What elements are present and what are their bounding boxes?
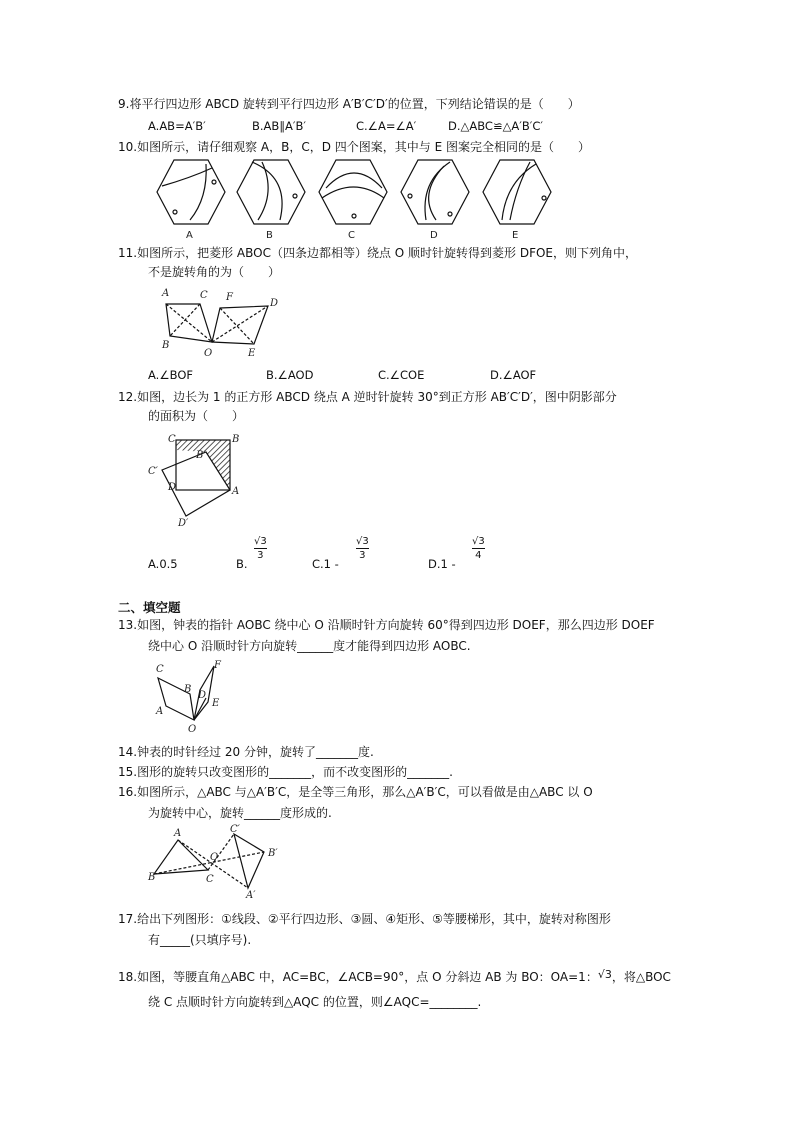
- q18-line-2: 绕 C 点顺时针方向旋转到△AQC 的位置，则∠AQC=________.: [148, 995, 482, 1009]
- q16-line-2: 为旋转中心，旋转______度形成的.: [148, 806, 332, 820]
- hexagon-b: [237, 160, 305, 224]
- q18-line-1-start: 18.如图，等腰直角△ABC 中，AC=BC，∠ACB=90°，点 O 分斜边 AB 为 BO：OA=1：: [118, 970, 598, 984]
- q12-option-b: B.: [236, 557, 248, 571]
- q12-square-figure: [146, 430, 246, 530]
- q13-clock-hands-figure: [150, 660, 240, 736]
- q9-option-a: A.AB=A′B′: [148, 119, 206, 133]
- label-c: C: [206, 874, 214, 885]
- fraction-denominator: 4: [475, 550, 482, 561]
- q12-line-2: 的面积为（ ）: [148, 409, 245, 423]
- q18-root: √3: [597, 968, 612, 981]
- q12-option-c-fraction: [356, 536, 369, 561]
- q13-line-1: 13.如图，钟表的指针 AOBC 绕中心 O 沿顺时针方向旋转 60°得到四边形 DOEF，那么四边形 DOEF: [118, 618, 655, 632]
- hexagon-a: [157, 160, 225, 224]
- label-b-prime: B′: [196, 450, 206, 461]
- q12-option-c: C.1 -: [312, 557, 339, 571]
- q11-option-b: B.∠AOD: [266, 368, 314, 382]
- hex-label-c: C: [348, 230, 355, 241]
- q13-line-2: 绕中心 O 沿顺时针方向旋转______度才能得到四边形 AOBC.: [148, 639, 471, 653]
- q18-line-1: [118, 967, 671, 985]
- q11-line-1: 11.如图所示，把菱形 ABOC（四条边都相等）绕点 O 顺时针旋转得到菱形 DFOE，则下列角中，: [118, 246, 638, 260]
- q16-triangles-figure: [148, 824, 288, 901]
- hexagon-c: [319, 160, 387, 224]
- q12-line-1: 12.如图，边长为 1 的正方形 ABCD 绕点 A 逆时针旋转 30°到正方形 AB′C′D′，图中阴影部分: [118, 390, 617, 404]
- fraction-denominator: 3: [359, 550, 366, 561]
- label-a: A: [174, 828, 182, 839]
- q10-text: 10.如图所示，请仔细观察 A，B，C，D 四个图案，其中与 E 图案完全相同的是（ ）: [118, 140, 590, 154]
- label-f: F: [226, 292, 233, 303]
- q17-line-2: 有_____(只填序号).: [148, 933, 252, 947]
- label-c-prime: C′: [230, 824, 240, 835]
- fraction-numerator: √3: [254, 536, 267, 547]
- label-d-prime: D′: [178, 518, 189, 529]
- label-b: B: [232, 434, 240, 445]
- q15-text: 15.图形的旋转只改变图形的_______，而不改变图形的_______.: [118, 765, 453, 779]
- hex-label-b: B: [266, 230, 273, 241]
- label-e: E: [248, 348, 256, 359]
- q12-option-d-fraction: [472, 536, 485, 561]
- label-a: A: [232, 486, 240, 497]
- hex-label-a: A: [186, 230, 193, 241]
- q11-option-d: D.∠AOF: [490, 368, 537, 382]
- label-a: A: [162, 288, 170, 299]
- label-a-prime: A′: [246, 890, 256, 901]
- label-d: D: [198, 690, 207, 701]
- label-c: C: [200, 290, 208, 301]
- q10-hexagon-figures: [150, 158, 560, 240]
- q11-option-c: C.∠COE: [378, 368, 425, 382]
- q11-option-a: A.∠BOF: [148, 368, 193, 382]
- q17-line-1: 17.给出下列图形：①线段、②平行四边形、③圆、④矩形、⑤等腰梯形，其中，旋转对称图形: [118, 912, 611, 926]
- q9-text: 9.将平行四边形 ABCD 旋转到平行四边形 A′B′C′D′的位置，下列结论错误的是（ ）: [118, 97, 580, 111]
- q9-option-c: C.∠A=∠A′: [356, 119, 417, 133]
- label-o: O: [188, 724, 197, 735]
- hex-label-d: D: [430, 230, 438, 241]
- q16-line-1: 16.如图所示，△ABC 与△A′B′C，是全等三角形，那么△A′B′C，可以看做是由△ABC 以 O: [118, 785, 593, 799]
- label-c: C: [156, 664, 164, 675]
- fraction-numerator: √3: [356, 536, 369, 547]
- q9-option-b: B.AB∥A′B′: [252, 119, 307, 133]
- section-title: 二、填空题: [118, 600, 181, 615]
- fraction-numerator: √3: [472, 536, 485, 547]
- label-b: B: [148, 872, 156, 883]
- label-o: O: [204, 348, 213, 359]
- q11-line-2: 不是旋转角的为（ ）: [148, 265, 281, 279]
- q14-text: 14.钟表的时针经过 20 分钟，旋转了_______度.: [118, 745, 374, 759]
- hexagon-e: [483, 160, 551, 224]
- label-e: E: [212, 698, 220, 709]
- label-o: O: [210, 852, 219, 863]
- q12-option-d: D.1 -: [428, 557, 456, 571]
- label-b: B: [184, 684, 192, 695]
- label-d: D: [168, 482, 177, 493]
- q18-line-1-end: ，将△BOC: [611, 970, 671, 984]
- fraction-denominator: 3: [257, 550, 264, 561]
- q9-option-d: D.△ABC≌△A′B′C′: [448, 119, 544, 133]
- label-b-prime: B′: [268, 848, 278, 859]
- hex-label-e: E: [512, 230, 519, 241]
- label-d: D: [270, 298, 279, 309]
- hexagon-d: [401, 160, 469, 224]
- label-b: B: [162, 340, 170, 351]
- label-f: F: [214, 660, 221, 671]
- q12-option-b-fraction: [254, 536, 267, 561]
- q11-rhombus-figure: [158, 284, 288, 362]
- label-c-prime: C′: [148, 466, 158, 477]
- label-a: A: [156, 706, 164, 717]
- label-c: C: [168, 434, 176, 445]
- q12-option-a: A.0.5: [148, 557, 178, 571]
